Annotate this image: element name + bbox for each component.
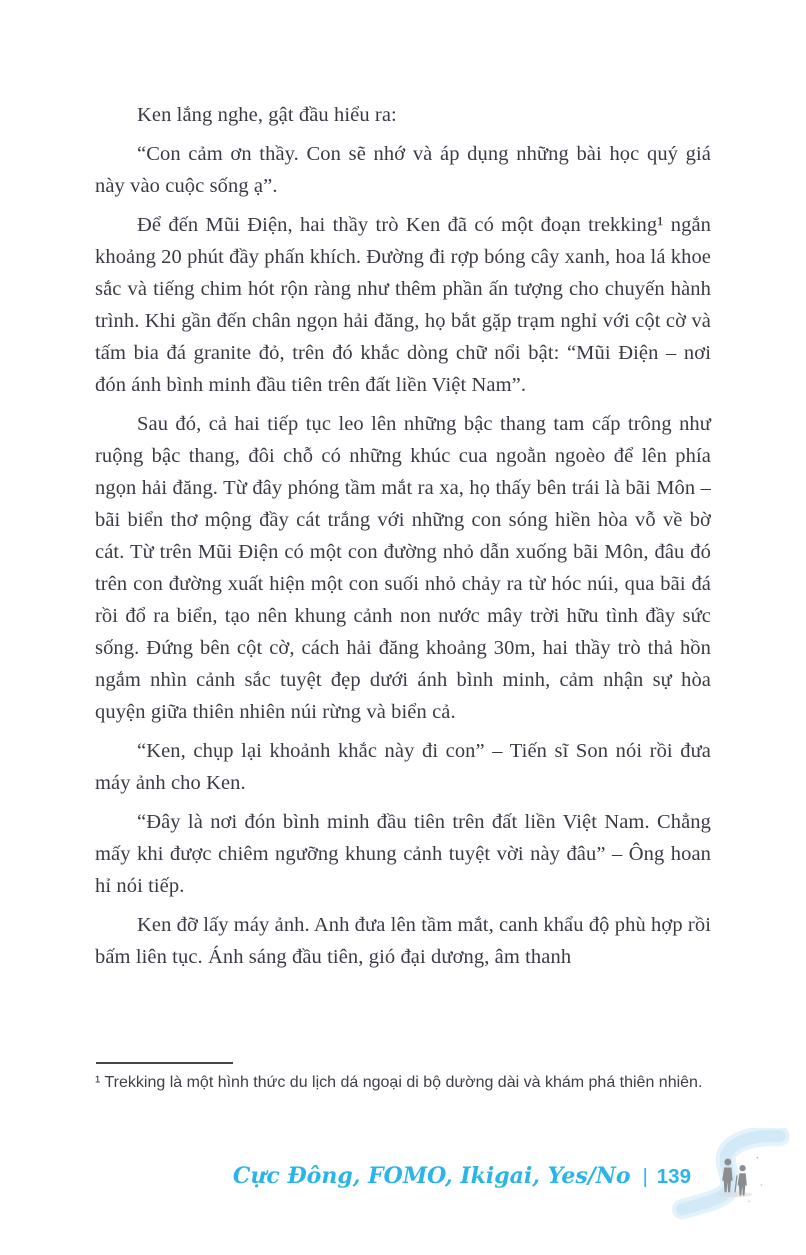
body-paragraph-1: Ken lắng nghe, gật đầu hiểu ra: bbox=[137, 104, 397, 126]
footnote-divider bbox=[96, 1062, 233, 1064]
speckle bbox=[756, 1157, 758, 1159]
body-paragraph-5: “Ken, chụp lại khoảnh khắc này đi con” – Tiến sĩ Son nói rồi đưa máy ảnh cho Ken. bbox=[95, 740, 711, 794]
body-paragraph-6: “Đây là nơi đón bình minh đầu tiên trên đất liền Việt Nam. Chẳng mấy khi được chiêm ngưỡng khung cảnh tuyệt vời này đâu” – Ông hoan hỉ nói tiếp. bbox=[95, 811, 711, 897]
body-paragraph-3: Để đến Mũi Điện, hai thầy trò Ken đã có một đoạn trekking¹ ngắn khoảng 20 phút đầy phấn khích. Đường đi rợp bóng cây xanh, hoa lá khoe sắc và tiếng chim hót rộn ràng như thêm phần ấn tượng cho chuyến hành trình. Khi gần đến chân ngọn hải đăng, họ bắt gặp trạm nghỉ với cột cờ và tấm bia đá granite đỏ, trên đó khắc dòng chữ nổi bật: “Mũi Điện – nơi đón ánh bình minh đầu tiên trên đất liền Việt Nam”. bbox=[95, 214, 711, 396]
speckle bbox=[761, 1184, 763, 1186]
footer-separator: | bbox=[642, 1166, 648, 1188]
body-text-block bbox=[95, 99, 711, 980]
page-number: 139 bbox=[656, 1165, 691, 1188]
hiker2-head bbox=[739, 1165, 745, 1171]
footnote: ¹ Trekking là một hình thức du lịch dá ngoại di bộ dường dài và khám phá thiên nhiên. bbox=[95, 1074, 703, 1091]
page-footer bbox=[95, 1163, 691, 1189]
hikers-trail-illustration bbox=[668, 1128, 806, 1255]
speckle bbox=[748, 1200, 750, 1202]
body-paragraph-7: Ken đỡ lấy máy ảnh. Anh đưa lên tầm mắt, canh khẩu độ phù hợp rồi bấm liên tục. Ánh sáng đầu tiên, gió đại dương, âm thanh bbox=[95, 914, 711, 968]
body-paragraph-4: Sau đó, cả hai tiếp tục leo lên những bậc thang tam cấp trông như ruộng bậc thang, đôi chỗ có những khúc cua ngoằn ngoèo để lên phía ngọn hải đăng. Từ đây phóng tầm mắt ra xa, họ thấy bên trái là bãi Môn – bãi biển thơ mộng đầy cát trắng với những con sóng hiền hòa vỗ về bờ cát. Từ trên Mũi Điện có một con đường nhỏ dẫn xuống bãi Môn, đâu đó trên con đường xuất hiện một con suối nhỏ chảy ra từ hóc núi, qua bãi đá rồi đổ ra biển, tạo nên khung cảnh non nước mây trời hữu tình đầy sức sống. Đứng bên cột cờ, cách hải đăng khoảng 30m, hai thầy trò thả hồn ngắm nhìn cảnh sắc tuyệt đẹp dưới ánh bình minh, cảm nhận sự hòa quyện giữa thiên nhiên núi rừng và biển cả. bbox=[95, 413, 711, 723]
hikers-shadow bbox=[718, 1192, 753, 1197]
body-paragraph-2: “Con cảm ơn thầy. Con sẽ nhớ và áp dụng những bài học quý giá này vào cuộc sống ạ”. bbox=[95, 143, 711, 197]
hiker1-head bbox=[724, 1159, 731, 1166]
footer-chapter-title: Cực Đông, FOMO, Ikigai, Yes/No bbox=[232, 1163, 631, 1189]
